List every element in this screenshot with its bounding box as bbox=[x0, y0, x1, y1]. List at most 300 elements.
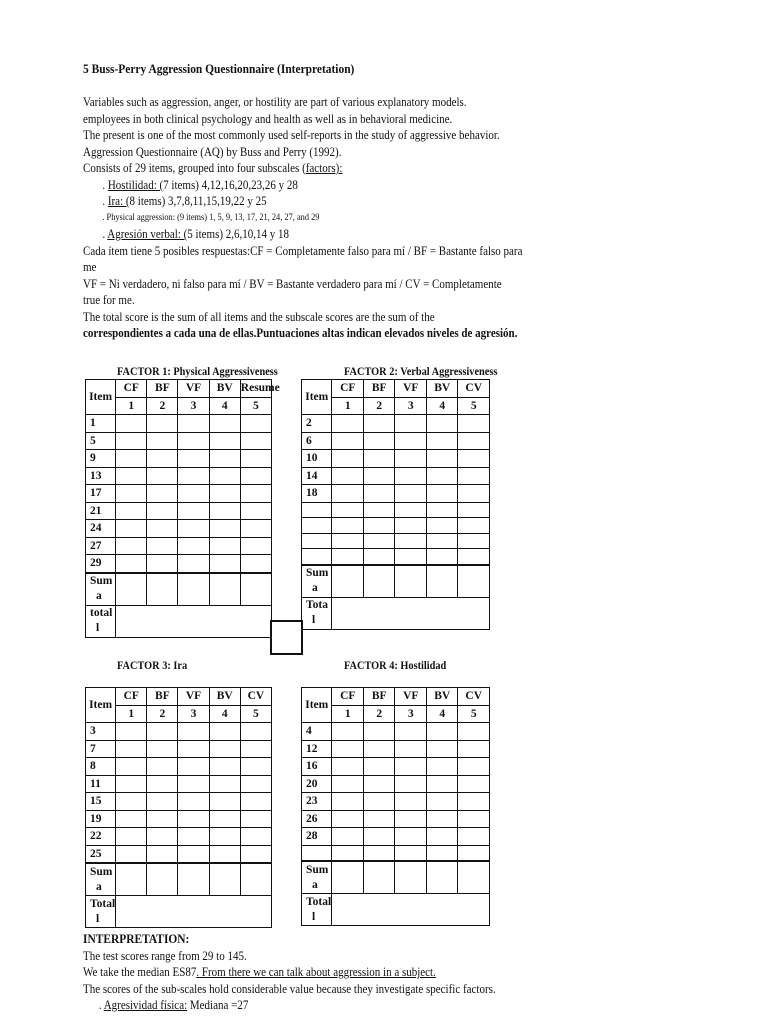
answer-cell[interactable] bbox=[458, 723, 490, 741]
answer-cell[interactable] bbox=[116, 740, 147, 758]
column-header: CF bbox=[332, 380, 364, 398]
item-number: 2 bbox=[302, 415, 332, 433]
answer-cell[interactable] bbox=[147, 793, 178, 811]
total-row bbox=[86, 605, 272, 637]
answer-cell[interactable] bbox=[240, 740, 271, 758]
column-header: CV bbox=[240, 688, 271, 706]
score-value: 3 bbox=[178, 705, 209, 723]
sum-row bbox=[86, 573, 272, 606]
answer-cell[interactable] bbox=[178, 520, 209, 538]
answer-cell[interactable] bbox=[209, 793, 240, 811]
table-row bbox=[302, 793, 490, 811]
answer-cell[interactable] bbox=[395, 467, 427, 485]
score-value: 5 bbox=[458, 705, 490, 723]
answer-cell[interactable] bbox=[116, 520, 147, 538]
sum-cell[interactable] bbox=[458, 565, 490, 598]
column-header: VF bbox=[395, 380, 427, 398]
table-row bbox=[86, 793, 272, 811]
total-label-line: l bbox=[312, 614, 316, 626]
answer-cell[interactable] bbox=[178, 555, 209, 573]
answer-cell[interactable] bbox=[458, 533, 490, 549]
answer-cell[interactable] bbox=[209, 828, 240, 846]
answer-cell[interactable] bbox=[178, 758, 209, 776]
answer-cell[interactable] bbox=[363, 518, 395, 534]
interpretation-section bbox=[83, 931, 552, 1014]
answer-cell[interactable] bbox=[240, 810, 271, 828]
answer-cell[interactable] bbox=[178, 502, 209, 520]
answer-cell[interactable] bbox=[240, 537, 271, 555]
answer-cell[interactable] bbox=[395, 549, 427, 565]
item-number: 17 bbox=[86, 485, 116, 503]
answer-cell[interactable] bbox=[395, 518, 427, 534]
answer-cell[interactable] bbox=[116, 502, 147, 520]
intro-text-underlined: factors): bbox=[305, 161, 343, 175]
answer-cell[interactable] bbox=[426, 518, 458, 534]
answer-cell[interactable] bbox=[147, 537, 178, 555]
answer-cell[interactable] bbox=[147, 723, 178, 741]
sum-cell[interactable] bbox=[209, 573, 240, 606]
total-cell[interactable] bbox=[116, 896, 272, 928]
bullet: . bbox=[98, 998, 104, 1012]
answer-cell[interactable] bbox=[426, 432, 458, 450]
answer-cell[interactable] bbox=[426, 758, 458, 776]
bullet: . bbox=[102, 194, 108, 208]
answer-cell[interactable] bbox=[332, 775, 364, 793]
answer-cell[interactable] bbox=[332, 723, 364, 741]
sum-cell[interactable] bbox=[332, 565, 364, 598]
sum-cell[interactable] bbox=[426, 565, 458, 598]
column-header: BV bbox=[209, 380, 240, 398]
total-row bbox=[302, 894, 490, 926]
table-row bbox=[302, 485, 490, 503]
answer-cell[interactable] bbox=[116, 467, 147, 485]
sum-label bbox=[86, 573, 116, 606]
item-number: 18 bbox=[302, 485, 332, 503]
answer-cell[interactable] bbox=[426, 740, 458, 758]
answer-cell[interactable] bbox=[147, 502, 178, 520]
answer-cell[interactable] bbox=[458, 502, 490, 518]
answer-cell[interactable] bbox=[458, 549, 490, 565]
interpretation-line: The test scores range from 29 to 145. bbox=[83, 948, 247, 963]
sum-label-line: Sum bbox=[306, 567, 329, 579]
subscale-items: 5 items) 2,6,10,14 y 18 bbox=[187, 227, 290, 241]
answer-cell[interactable] bbox=[363, 502, 395, 518]
total-row bbox=[86, 896, 272, 928]
sum-cell[interactable] bbox=[240, 863, 271, 896]
answer-cell[interactable] bbox=[116, 537, 147, 555]
total-label-line: Total bbox=[306, 895, 332, 908]
table-row bbox=[302, 810, 490, 828]
answer-cell[interactable] bbox=[240, 520, 271, 538]
answer-cell[interactable] bbox=[395, 793, 427, 811]
answer-cell[interactable] bbox=[332, 793, 364, 811]
answer-cell[interactable] bbox=[147, 450, 178, 468]
sum-label bbox=[302, 565, 332, 598]
intro-line: employees in both clinical psychology and health as well as in behavioral medicine. bbox=[83, 111, 453, 126]
answer-cell[interactable] bbox=[178, 828, 209, 846]
column-header: Item bbox=[302, 380, 332, 415]
answer-cell[interactable] bbox=[395, 723, 427, 741]
item-number: 25 bbox=[86, 845, 116, 863]
column-header: Item bbox=[302, 688, 332, 723]
item-number: 21 bbox=[86, 502, 116, 520]
answer-cell[interactable] bbox=[332, 518, 364, 534]
answer-cell[interactable] bbox=[240, 758, 271, 776]
table-row bbox=[86, 740, 272, 758]
sum-cell[interactable] bbox=[116, 573, 147, 606]
item-number bbox=[302, 549, 332, 565]
answer-cell[interactable] bbox=[116, 793, 147, 811]
answer-cell[interactable] bbox=[332, 828, 364, 846]
answer-cell[interactable] bbox=[178, 810, 209, 828]
answer-cell[interactable] bbox=[395, 415, 427, 433]
answer-cell[interactable] bbox=[209, 845, 240, 863]
factor3-title: FACTOR 3: Ira bbox=[117, 658, 188, 672]
answer-cell[interactable] bbox=[147, 555, 178, 573]
sum-cell[interactable] bbox=[363, 565, 395, 598]
answer-cell[interactable] bbox=[178, 537, 209, 555]
answer-cell[interactable] bbox=[363, 723, 395, 741]
answer-cell[interactable] bbox=[178, 415, 209, 433]
answer-cell[interactable] bbox=[116, 555, 147, 573]
answer-cell[interactable] bbox=[240, 555, 271, 573]
answer-cell[interactable] bbox=[395, 533, 427, 549]
item-number: 29 bbox=[86, 555, 116, 573]
sum-label-line: Sum bbox=[90, 575, 113, 587]
score-box bbox=[270, 620, 303, 655]
score-value: 3 bbox=[395, 705, 427, 723]
answer-cell[interactable] bbox=[395, 845, 427, 861]
answer-cell[interactable] bbox=[209, 555, 240, 573]
answer-cell[interactable] bbox=[178, 845, 209, 863]
answer-cell[interactable] bbox=[147, 828, 178, 846]
answer-cell[interactable] bbox=[458, 518, 490, 534]
answer-cell[interactable] bbox=[116, 758, 147, 776]
answer-cell[interactable] bbox=[240, 415, 271, 433]
total-label bbox=[302, 894, 332, 926]
item-number: 4 bbox=[302, 723, 332, 741]
score-value: 5 bbox=[240, 397, 271, 415]
answer-cell[interactable] bbox=[458, 485, 490, 503]
answer-cell[interactable] bbox=[426, 533, 458, 549]
answer-cell[interactable] bbox=[147, 758, 178, 776]
answer-cell[interactable] bbox=[395, 828, 427, 846]
item-number: 1 bbox=[86, 415, 116, 433]
answer-cell[interactable] bbox=[458, 415, 490, 433]
item-number: 26 bbox=[302, 810, 332, 828]
table-row bbox=[86, 775, 272, 793]
answer-cell[interactable] bbox=[116, 450, 147, 468]
score-value: 5 bbox=[458, 397, 490, 415]
score-value: 2 bbox=[363, 397, 395, 415]
answer-cell[interactable] bbox=[363, 740, 395, 758]
factor1-title: FACTOR 1: Physical Aggressiveness bbox=[117, 364, 278, 378]
answer-cell[interactable] bbox=[395, 758, 427, 776]
answer-cell[interactable] bbox=[209, 415, 240, 433]
sum-cell[interactable] bbox=[363, 861, 395, 894]
total-label-line: l bbox=[96, 622, 100, 634]
column-header: Resume bbox=[240, 380, 271, 398]
answer-cell[interactable] bbox=[147, 775, 178, 793]
answer-cell[interactable] bbox=[332, 415, 364, 433]
answer-cell[interactable] bbox=[363, 533, 395, 549]
answer-cell[interactable] bbox=[209, 432, 240, 450]
answer-cell[interactable] bbox=[363, 549, 395, 565]
answer-cell[interactable] bbox=[395, 740, 427, 758]
answer-cell[interactable] bbox=[332, 549, 364, 565]
answer-cell[interactable] bbox=[178, 450, 209, 468]
sum-cell[interactable] bbox=[458, 861, 490, 894]
total-label-line: total bbox=[90, 607, 113, 619]
answer-cell[interactable] bbox=[209, 467, 240, 485]
answer-cell[interactable] bbox=[332, 758, 364, 776]
answer-cell[interactable] bbox=[363, 810, 395, 828]
answer-cell[interactable] bbox=[209, 775, 240, 793]
answer-cell[interactable] bbox=[332, 740, 364, 758]
answer-cell[interactable] bbox=[116, 432, 147, 450]
sum-label-line: a bbox=[312, 878, 318, 891]
item-number: 19 bbox=[86, 810, 116, 828]
answer-cell[interactable] bbox=[426, 485, 458, 503]
answer-cell[interactable] bbox=[395, 450, 427, 468]
answer-cell[interactable] bbox=[363, 467, 395, 485]
sum-cell[interactable] bbox=[332, 861, 364, 894]
answer-cell[interactable] bbox=[458, 432, 490, 450]
item-number: 24 bbox=[86, 520, 116, 538]
answer-cell[interactable] bbox=[426, 415, 458, 433]
sum-cell[interactable] bbox=[178, 573, 209, 606]
intro-paragraph bbox=[83, 94, 528, 342]
answer-cell[interactable] bbox=[240, 775, 271, 793]
answer-cell[interactable] bbox=[147, 467, 178, 485]
answer-cell[interactable] bbox=[332, 450, 364, 468]
answer-cell[interactable] bbox=[240, 432, 271, 450]
answer-cell[interactable] bbox=[363, 485, 395, 503]
subscale-name: Agresión verbal: ( bbox=[107, 227, 188, 241]
answer-cell[interactable] bbox=[240, 828, 271, 846]
answer-cell[interactable] bbox=[147, 432, 178, 450]
answer-cell[interactable] bbox=[178, 793, 209, 811]
answer-cell[interactable] bbox=[209, 758, 240, 776]
answer-cell[interactable] bbox=[178, 432, 209, 450]
answer-cell[interactable] bbox=[332, 502, 364, 518]
answer-cell[interactable] bbox=[395, 810, 427, 828]
sum-label-line: a bbox=[96, 590, 102, 602]
intro-line: The present is one of the most commonly used self-reports in the study of aggressive behavior. bbox=[83, 128, 500, 142]
item-number: 28 bbox=[302, 828, 332, 846]
table-row bbox=[86, 520, 272, 538]
table-row bbox=[86, 485, 272, 503]
answer-cell[interactable] bbox=[458, 793, 490, 811]
table-row bbox=[86, 723, 272, 741]
answer-cell[interactable] bbox=[240, 845, 271, 863]
answer-cell[interactable] bbox=[458, 758, 490, 776]
sum-cell[interactable] bbox=[395, 861, 427, 894]
answer-cell[interactable] bbox=[426, 502, 458, 518]
answer-cell[interactable] bbox=[178, 723, 209, 741]
score-value: 2 bbox=[147, 705, 178, 723]
answer-cell[interactable] bbox=[147, 415, 178, 433]
answer-cell[interactable] bbox=[240, 723, 271, 741]
sum-cell[interactable] bbox=[116, 863, 147, 896]
total-cell[interactable] bbox=[116, 605, 272, 637]
answer-cell[interactable] bbox=[458, 828, 490, 846]
answer-cell[interactable] bbox=[332, 485, 364, 503]
answer-cell[interactable] bbox=[363, 793, 395, 811]
interpretation-line bbox=[83, 964, 496, 981]
total-label-line: l bbox=[312, 910, 316, 923]
interpretation-heading: INTERPRETATION: bbox=[83, 931, 190, 946]
answer-cell[interactable] bbox=[363, 432, 395, 450]
answer-cell[interactable] bbox=[147, 845, 178, 863]
intro-text: Consists of 29 items, grouped into four subscales ( bbox=[83, 161, 306, 175]
answer-cell[interactable] bbox=[147, 810, 178, 828]
answer-cell[interactable] bbox=[363, 415, 395, 433]
factor3-table bbox=[85, 687, 272, 928]
subscale-name: Ira: ( bbox=[107, 194, 130, 208]
table-row bbox=[302, 432, 490, 450]
answer-cell[interactable] bbox=[332, 432, 364, 450]
answer-cell[interactable] bbox=[426, 845, 458, 861]
column-header: BF bbox=[147, 380, 178, 398]
answer-cell[interactable] bbox=[116, 485, 147, 503]
answer-cell[interactable] bbox=[209, 502, 240, 520]
answer-cell[interactable] bbox=[209, 520, 240, 538]
answer-cell[interactable] bbox=[426, 450, 458, 468]
answer-cell[interactable] bbox=[426, 775, 458, 793]
table-header-row bbox=[86, 688, 272, 706]
answer-cell[interactable] bbox=[426, 723, 458, 741]
answer-cell[interactable] bbox=[426, 793, 458, 811]
sum-cell[interactable] bbox=[209, 863, 240, 896]
answer-cell[interactable] bbox=[363, 775, 395, 793]
answer-cell[interactable] bbox=[209, 810, 240, 828]
answer-cell[interactable] bbox=[363, 758, 395, 776]
item-number: 9 bbox=[86, 450, 116, 468]
answer-cell[interactable] bbox=[240, 467, 271, 485]
table-row bbox=[86, 828, 272, 846]
answer-cell[interactable] bbox=[178, 485, 209, 503]
answer-cell[interactable] bbox=[116, 415, 147, 433]
table-row bbox=[302, 533, 490, 549]
sum-cell[interactable] bbox=[147, 573, 178, 606]
total-cell[interactable] bbox=[332, 894, 490, 926]
item-number: 14 bbox=[302, 467, 332, 485]
answer-cell[interactable] bbox=[116, 810, 147, 828]
answer-cell[interactable] bbox=[332, 467, 364, 485]
table-row bbox=[302, 518, 490, 534]
sum-cell[interactable] bbox=[395, 565, 427, 598]
answer-cell[interactable] bbox=[209, 450, 240, 468]
answer-cell[interactable] bbox=[240, 485, 271, 503]
table-row bbox=[302, 467, 490, 485]
table-row bbox=[302, 502, 490, 518]
answer-cell[interactable] bbox=[116, 828, 147, 846]
answer-cell[interactable] bbox=[395, 775, 427, 793]
score-value: 4 bbox=[209, 397, 240, 415]
factor2-title: FACTOR 2: Verbal Aggressiveness bbox=[344, 364, 498, 378]
answer-cell[interactable] bbox=[395, 502, 427, 518]
answer-cell[interactable] bbox=[209, 723, 240, 741]
item-number: 20 bbox=[302, 775, 332, 793]
answer-cell[interactable] bbox=[332, 810, 364, 828]
table-row bbox=[86, 450, 272, 468]
answer-cell[interactable] bbox=[458, 467, 490, 485]
sum-cell[interactable] bbox=[240, 573, 271, 606]
intro-line: true for me. bbox=[83, 293, 135, 307]
interpretation-line bbox=[83, 997, 496, 1014]
item-number bbox=[302, 502, 332, 518]
score-value: 4 bbox=[426, 397, 458, 415]
answer-cell[interactable] bbox=[458, 845, 490, 861]
total-label-line: Total bbox=[90, 897, 116, 910]
answer-cell[interactable] bbox=[363, 828, 395, 846]
sum-cell[interactable] bbox=[178, 863, 209, 896]
answer-cell[interactable] bbox=[363, 450, 395, 468]
total-cell[interactable] bbox=[332, 597, 490, 629]
item-number bbox=[302, 845, 332, 861]
answer-cell[interactable] bbox=[458, 450, 490, 468]
answer-cell[interactable] bbox=[240, 450, 271, 468]
total-label bbox=[302, 597, 332, 629]
answer-cell[interactable] bbox=[458, 810, 490, 828]
answer-cell[interactable] bbox=[332, 845, 364, 861]
answer-cell[interactable] bbox=[240, 502, 271, 520]
item-number: 23 bbox=[302, 793, 332, 811]
bullet: . bbox=[102, 227, 108, 241]
answer-cell[interactable] bbox=[240, 793, 271, 811]
sum-cell[interactable] bbox=[426, 861, 458, 894]
intro-line-bold: correspondientes a cada una de ellas.Puntuaciones altas indican elevados niveles de agresión. bbox=[83, 326, 518, 340]
sum-cell[interactable] bbox=[147, 863, 178, 896]
answer-cell[interactable] bbox=[426, 549, 458, 565]
score-value: 2 bbox=[363, 705, 395, 723]
score-value: 2 bbox=[147, 397, 178, 415]
answer-cell[interactable] bbox=[147, 485, 178, 503]
bullet: . bbox=[102, 177, 108, 192]
answer-cell[interactable] bbox=[395, 432, 427, 450]
answer-cell[interactable] bbox=[116, 775, 147, 793]
intro-line: VF = Ni verdadero, ni falso para mí / BV = Bastante verdadero para mí / CV = Completamente bbox=[83, 276, 502, 291]
answer-cell[interactable] bbox=[426, 810, 458, 828]
answer-cell[interactable] bbox=[209, 485, 240, 503]
total-label bbox=[86, 896, 116, 928]
subscale-hostilidad bbox=[83, 177, 475, 194]
answer-cell[interactable] bbox=[209, 537, 240, 555]
answer-cell[interactable] bbox=[458, 740, 490, 758]
answer-cell[interactable] bbox=[178, 467, 209, 485]
answer-cell[interactable] bbox=[363, 845, 395, 861]
answer-cell[interactable] bbox=[178, 775, 209, 793]
answer-cell[interactable] bbox=[426, 467, 458, 485]
answer-cell[interactable] bbox=[426, 828, 458, 846]
answer-cell[interactable] bbox=[395, 485, 427, 503]
answer-cell[interactable] bbox=[147, 520, 178, 538]
sum-label-line: a bbox=[312, 582, 318, 594]
answer-cell[interactable] bbox=[209, 740, 240, 758]
answer-cell[interactable] bbox=[178, 740, 209, 758]
intro-line bbox=[83, 160, 475, 177]
answer-cell[interactable] bbox=[332, 533, 364, 549]
answer-cell[interactable] bbox=[458, 775, 490, 793]
answer-cell[interactable] bbox=[116, 845, 147, 863]
item-number: 5 bbox=[86, 432, 116, 450]
table-row bbox=[86, 502, 272, 520]
answer-cell[interactable] bbox=[147, 740, 178, 758]
answer-cell[interactable] bbox=[116, 723, 147, 741]
table-row bbox=[86, 845, 272, 863]
column-header: VF bbox=[178, 380, 209, 398]
